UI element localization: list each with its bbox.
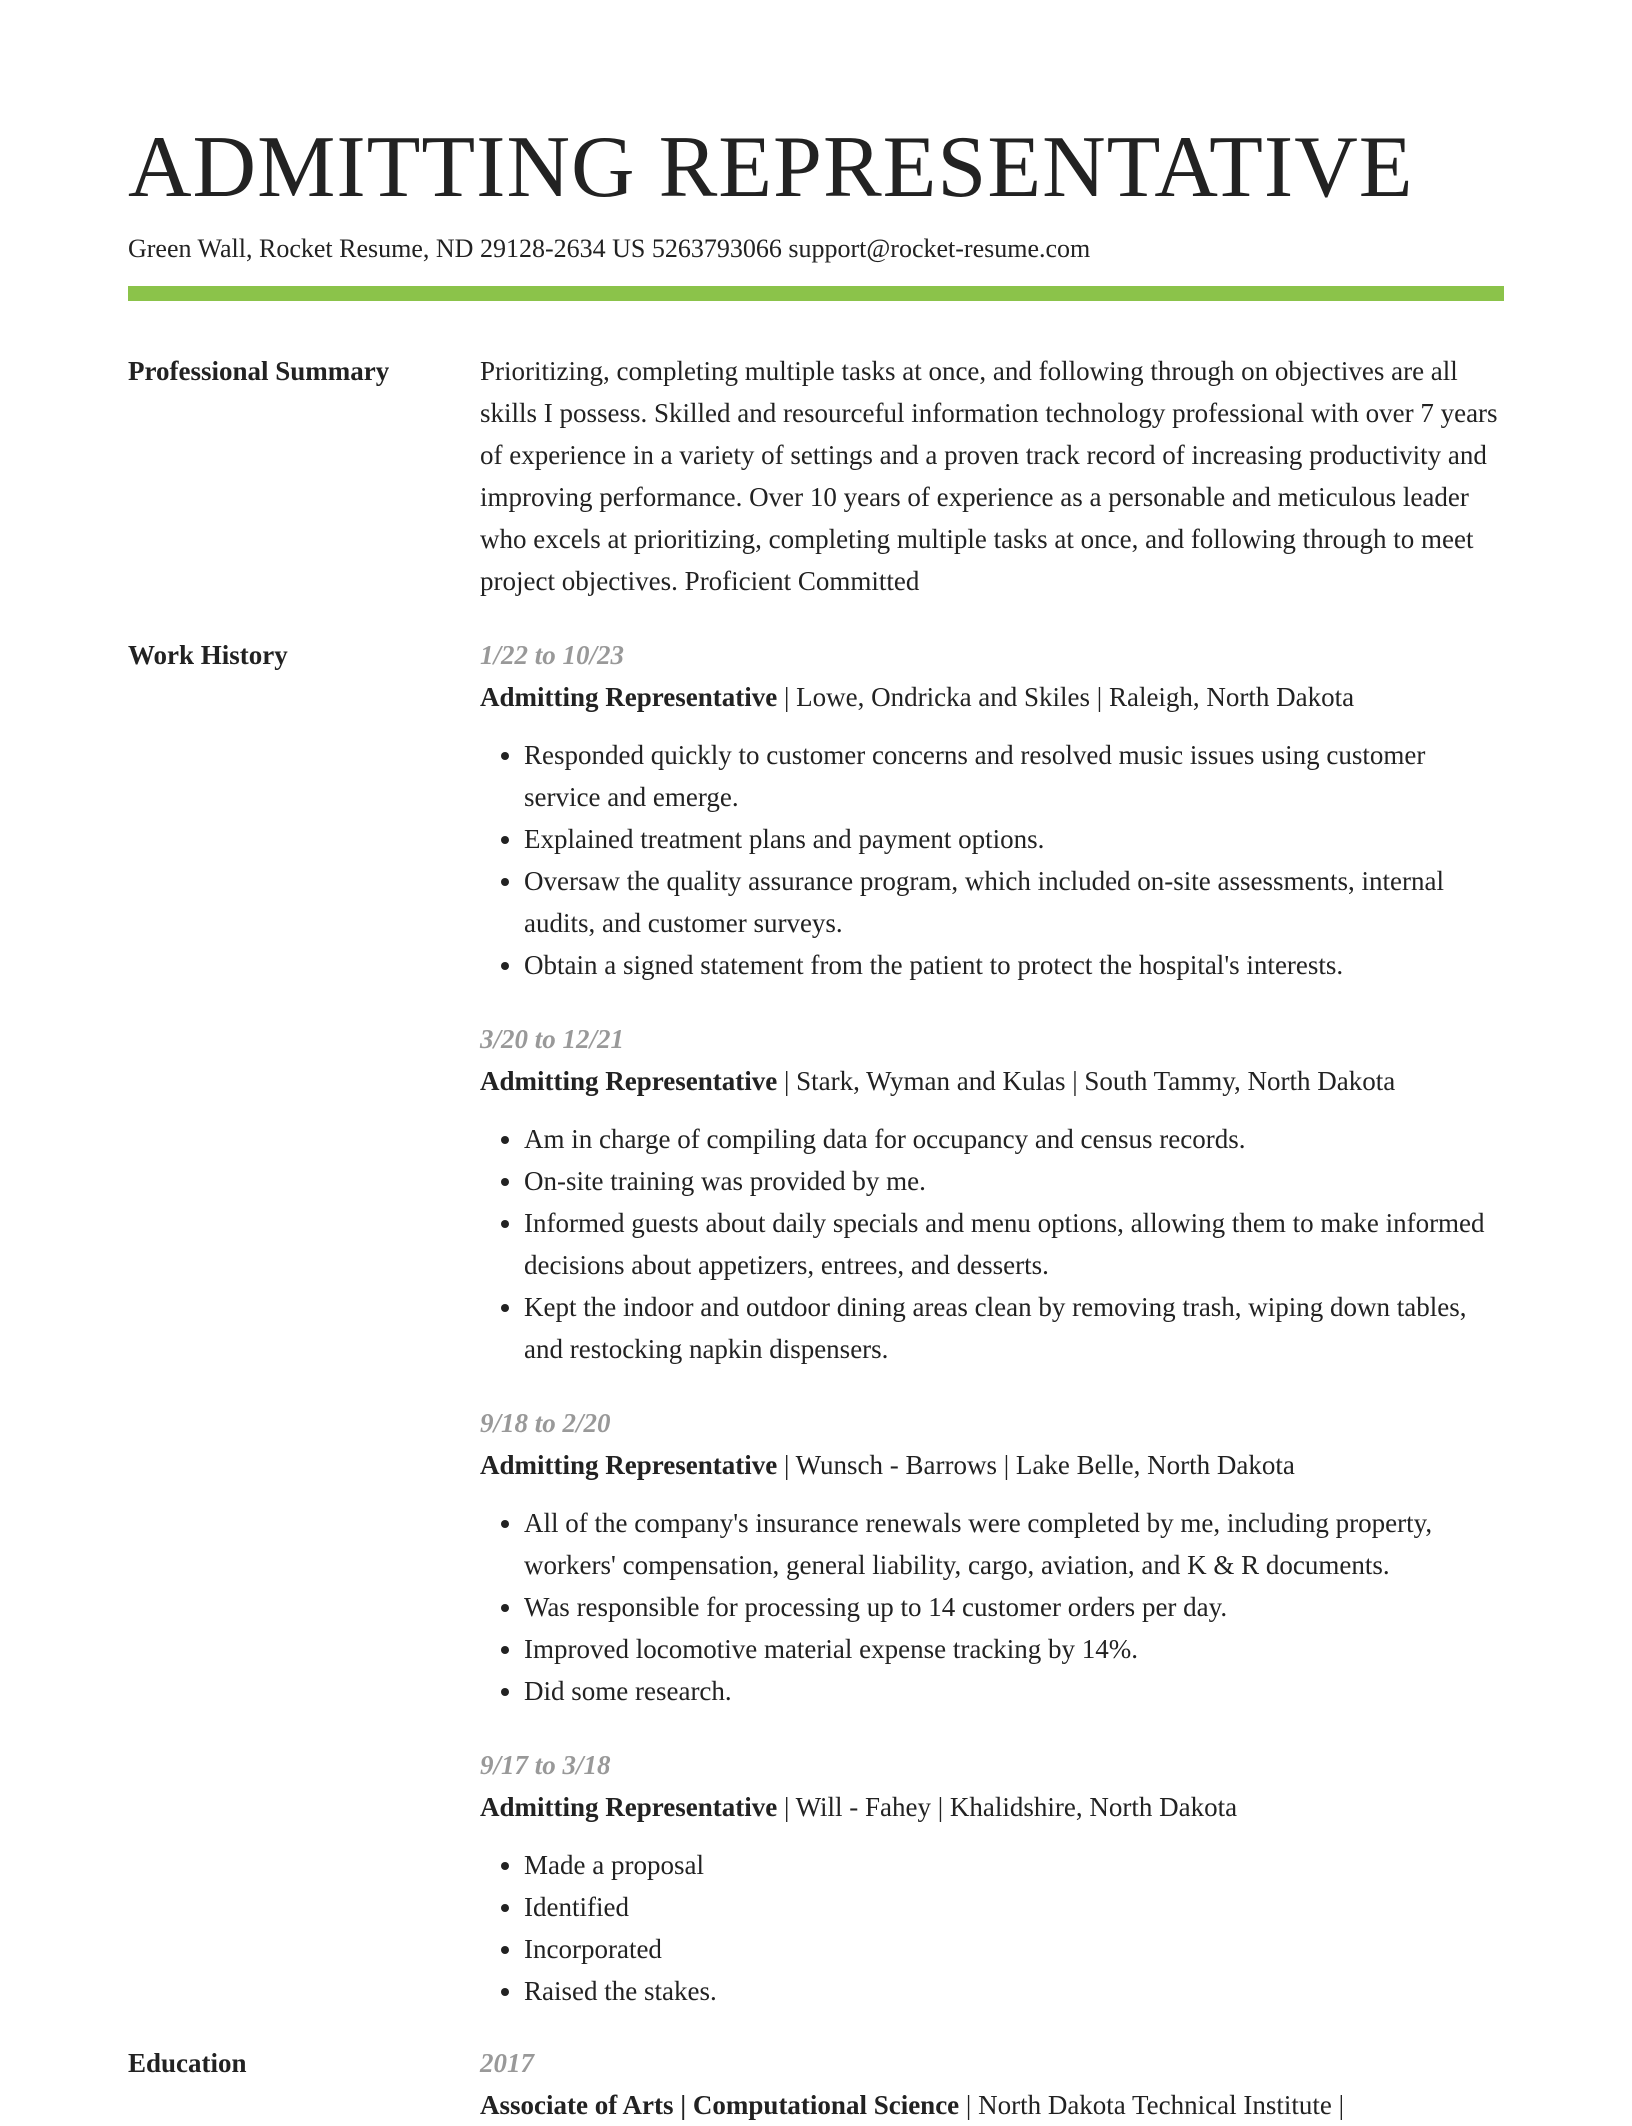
job-employer-location: | Wunsch - Barrows | Lake Belle, North Dakota [777, 1450, 1295, 1480]
job-bullet: • Responded quickly to customer concerns and resolved music issues using customer service and emerge. [524, 734, 1504, 818]
education-date: 2017 [480, 2048, 534, 2078]
job-bullet: • Was responsible for processing up to 14 customer orders per day. [524, 1586, 1504, 1628]
job-bullet: • Obtain a signed statement from the patient to protect the hospital's interests. [524, 944, 1504, 986]
job-entry [480, 1744, 1504, 2012]
summary-text: Prioritizing, completing multiple tasks at once, and following through on objectives are all skills I possess. Skilled and resourceful information technology professional with over 7 years of experience in a variety of settings and a proven track record of increasing productivity and improving performance. Over 10 years of experience as a personable and meticulous leader who excels at prioritizing, completing multiple tasks at once, and following through to meet project objectives. Proficient Committed [480, 356, 1498, 596]
job-entry [480, 1018, 1504, 1370]
job-title-line [480, 1786, 1504, 1828]
accent-divider [128, 286, 1504, 301]
job-employer-location: | Lowe, Ondricka and Skiles | Raleigh, North Dakota [777, 682, 1355, 712]
job-title: Admitting Representative [480, 1792, 778, 1822]
job-bullet: • Made a proposal [524, 1844, 1504, 1886]
job-title-line [480, 676, 1504, 718]
job-bullets [480, 1502, 1504, 1712]
job-bullets [480, 1844, 1504, 2012]
job-bullet: • Explained treatment plans and payment options. [524, 818, 1504, 860]
job-title-line [480, 1060, 1504, 1102]
job-bullet: • Am in charge of compiling data for occupancy and census records. [524, 1118, 1504, 1160]
job-bullet: • On-site training was provided by me. [524, 1160, 1504, 1202]
job-date: 1/22 to 10/23 [480, 640, 625, 670]
job-title-line [480, 1444, 1504, 1486]
job-bullets [480, 734, 1504, 986]
education-details: | North Dakota Technical Institute | [959, 2090, 1344, 2120]
summary-heading: Professional Summary [128, 356, 390, 386]
job-bullet: • Did some research. [524, 1670, 1504, 1712]
job-title: Admitting Representative [480, 1450, 778, 1480]
degree-separator: | [673, 2090, 693, 2120]
job-date: 3/20 to 12/21 [480, 1024, 625, 1054]
job-bullet: • Incorporated [524, 1928, 1504, 1970]
contact-line: Green Wall, Rocket Resume, ND 29128-2634 US 5263793066 support@rocket-resume.com [128, 234, 1091, 263]
job-bullets [480, 1118, 1504, 1370]
job-date: 9/17 to 3/18 [480, 1750, 611, 1780]
job-bullet: • Raised the stakes. [524, 1970, 1504, 2012]
job-bullet: • Kept the indoor and outdoor dining areas clean by removing trash, wiping down tables, and restocking napkin dispensers. [524, 1286, 1504, 1370]
job-title: Admitting Representative [480, 1066, 778, 1096]
job-bullet: • Oversaw the quality assurance program, which included on-site assessments, internal audits, and customer surveys. [524, 860, 1504, 944]
job-employer-location: | Will - Fahey | Khalidshire, North Dakota [777, 1792, 1238, 1822]
job-date: 9/18 to 2/20 [480, 1408, 611, 1438]
job-bullet: • Identified [524, 1886, 1504, 1928]
job-title: Admitting Representative [480, 682, 778, 712]
education-line [480, 2084, 1504, 2126]
job-entry [480, 634, 1504, 986]
job-bullet: • Informed guests about daily specials and menu options, allowing them to make informed decisions about appetizers, entrees, and desserts. [524, 1202, 1504, 1286]
work-history-heading: Work History [128, 640, 288, 670]
page-title: ADMITTING REPRESENTATIVE [128, 119, 1414, 216]
job-entry [480, 1402, 1504, 1712]
job-bullet: • Improved locomotive material expense tracking by 14%. [524, 1628, 1504, 1670]
degree-field: Computational Science [692, 2090, 960, 2120]
degree-name: Associate of Arts [480, 2090, 674, 2120]
education-heading: Education [128, 2048, 247, 2078]
job-employer-location: | Stark, Wyman and Kulas | South Tammy, North Dakota [777, 1066, 1396, 1096]
job-list [480, 634, 1504, 2044]
job-bullet: • All of the company's insurance renewals were completed by me, including property, workers' compensation, general liability, cargo, aviation, and K & R documents. [524, 1502, 1504, 1586]
